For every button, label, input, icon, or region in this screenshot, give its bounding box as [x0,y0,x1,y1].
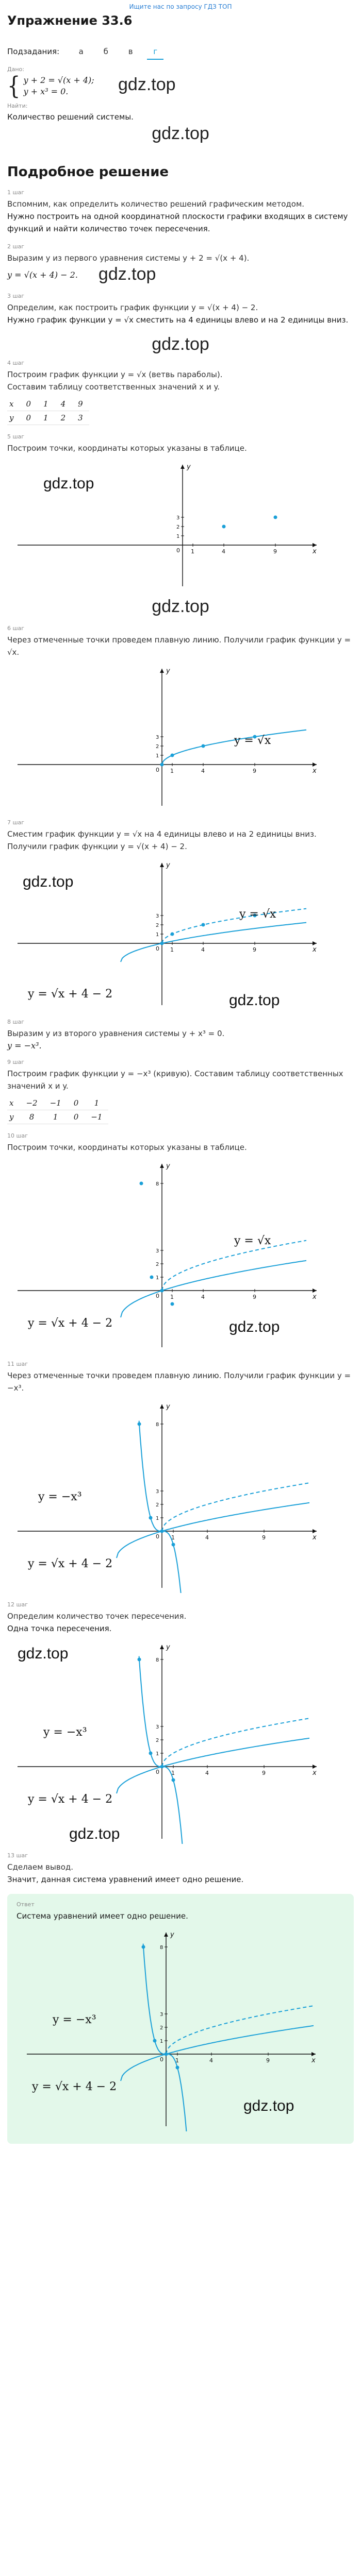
y-tick-label: 3 [176,515,180,521]
table-cell: 0 [20,411,37,425]
step-label: 12 шаг [7,1601,28,1608]
sqrt-curve [162,909,306,943]
watermark: gdz.top [243,2097,294,2114]
x-axis-arrow [313,1289,317,1293]
x-tick-label: 1 [171,1534,175,1541]
values-table [7,1096,108,1124]
curve-label: y = √x + 4 − 2 [28,988,113,1001]
watermark: gdz.top [229,1318,280,1335]
x-tick-label: 4 [201,768,205,774]
step-label: 13 шаг [7,1852,28,1859]
step-text: Сделаем вывод. [7,1862,74,1872]
curve-label: y = √x + 4 − 2 [28,1317,113,1330]
shifted-sqrt-curve [117,1738,309,1793]
y-tick-label: 8 [156,1181,159,1187]
watermark: gdz.top [152,124,209,143]
data-point [172,1778,175,1782]
y-tick-label: 1 [156,1516,159,1521]
table-cell: 0 [68,1096,85,1110]
origin-label: 0 [160,2056,163,2063]
data-point [138,1658,141,1662]
equation-system [7,72,354,100]
formula: y = −x³. [7,1041,42,1050]
x-tick-label: 9 [262,1770,266,1776]
table-cell: y [7,1110,20,1124]
x-tick-label: 9 [273,548,277,555]
step-label: 7 шаг [7,819,25,826]
x-tick-label: 9 [253,1294,256,1300]
step-label: 9 шаг [7,1059,25,1065]
step-9 [7,1059,354,1124]
data-point [160,1765,164,1769]
table-cell: −2 [20,1096,43,1110]
x-tick-label: 4 [201,1294,205,1300]
equation-2: y + x³ = 0. [23,87,69,96]
step-3 [7,293,354,326]
table-cell: 9 [72,397,89,411]
curve-label: y = √x + 4 − 2 [32,2080,117,2093]
y-tick-label: 8 [160,1945,163,1951]
table-cell: x [7,397,20,411]
x-tick-label: 1 [171,1770,175,1776]
x-tick-label: 1 [175,2057,179,2064]
x-axis-arrow [313,762,317,767]
find-text: Количество решений системы. [7,112,134,122]
sqrt-curve [162,1241,306,1291]
x-axis-label: x [313,946,317,954]
given-label: Дано: [7,66,24,73]
step-text: Через отмеченные точки проведем плавную линию. Получили график функции y = √x. [7,635,351,657]
step-text: Сместим график функции y = √x на 4 единицы влево и на 2 единицы вниз. [7,829,317,839]
data-point [153,2039,157,2043]
y-tick-label: 1 [176,534,180,539]
curve-label: y = −x³ [38,1490,82,1503]
y-axis-arrow [160,1404,164,1409]
x-tick-label: 9 [266,2057,270,2064]
formula: y = √(x + 4) − 2. [7,270,78,280]
table-cell: 1 [85,1096,108,1110]
task-given [7,66,354,144]
y-axis-arrow [160,863,164,867]
data-point [202,744,205,748]
x-tick-label: 9 [253,768,256,774]
shifted-sqrt-curve [121,1261,306,1317]
y-tick-label: 3 [160,2012,163,2018]
tab-v[interactable]: в [128,47,133,56]
curve-label: y = √x [234,734,271,747]
y-tick-label: 1 [156,1751,159,1757]
y-axis-label: y [166,1643,170,1651]
data-point [165,2053,168,2056]
solution-title: Подробное решение [7,164,169,180]
table-cell: 1 [37,397,55,411]
page-title: Упражнение 33.6 [7,13,133,28]
sqrt-curve [166,2006,314,2054]
curve-label: y = √x + 4 − 2 [28,1557,113,1570]
cubic-curve [139,1421,184,1593]
y-axis-label: y [166,667,170,675]
step-10 [7,1132,354,1352]
table-cell: y [7,411,20,425]
tab-g[interactable]: г [143,45,168,58]
y-tick-label: 3 [156,1489,159,1495]
step-label: 2 шаг [7,243,25,250]
graph-answer [17,1925,326,2131]
watermark: gdz.top [118,75,176,94]
x-tick-label: 1 [191,548,194,555]
table-cell: 8 [20,1110,43,1124]
table-cell: −1 [44,1096,68,1110]
curve-label: y = √x [234,1234,271,1247]
step-text: Через отмеченные точки проведем плавную линию. Получили график функции y = −x³. [7,1371,351,1393]
x-tick-label: 1 [170,1294,174,1300]
y-axis-arrow [160,1164,164,1168]
table-cell: x [7,1096,20,1110]
y-tick-label: 2 [160,2025,163,2031]
cubic-curve [143,1944,188,2131]
system-brace: { [7,72,21,100]
y-tick-label: 3 [156,735,159,740]
y-tick-label: 8 [156,1422,159,1428]
answer-box [7,1894,354,2144]
x-axis-label: x [313,1293,317,1301]
y-tick-label: 3 [156,1248,159,1254]
origin-label: 0 [156,767,159,773]
step-text: Нужно построить на одной координатной плоскости графики входящих в систему функций и найти количество точек пересечения. [7,212,348,233]
step-label: 6 шаг [7,625,25,632]
data-point [176,2066,179,2070]
y-tick-label: 2 [176,524,180,530]
y-axis-arrow [180,465,185,469]
watermark: gdz.top [152,334,209,354]
step-5 [7,433,354,617]
graph-cubic [7,1397,327,1593]
data-point [171,933,174,936]
step-12 [7,1601,354,1844]
step-text: Построим точки, координаты которых указаны в таблице. [7,1143,247,1152]
step-text: Выразим y из второго уравнения системы y + x³ = 0. [7,1029,225,1038]
shifted-sqrt-curve [121,923,306,962]
step-label: 8 шаг [7,1019,25,1025]
step-label: 5 шаг [7,433,25,440]
step-11 [7,1361,354,1593]
table-cell: 2 [55,411,72,425]
y-axis-arrow [164,1933,168,1937]
table-cell: 4 [55,397,72,411]
x-axis-arrow [313,543,317,547]
data-point [202,923,205,927]
graph-shifted [7,856,327,1010]
y-axis-label: y [170,1931,174,1939]
origin-label: 0 [156,1293,159,1299]
data-point [160,763,164,767]
graph-intersection [7,1638,327,1844]
watermark: gdz.top [69,1825,120,1842]
y-axis-arrow [160,1645,164,1649]
x-axis-label: x [313,548,317,555]
subtask-tabs [7,44,354,59]
data-point [222,525,226,529]
data-point [171,1302,174,1306]
x-axis-arrow [313,941,317,945]
x-axis-label: x [313,767,317,775]
cubic-curve [139,1656,184,1844]
x-axis-label: x [311,2057,316,2064]
x-tick-label: 1 [170,768,174,774]
shifted-sqrt-curve [117,1503,309,1558]
y-axis-label: y [166,861,170,869]
graph-points-cubic [7,1157,327,1352]
y-tick-label: 2 [156,923,159,928]
graph-points-sqrt [7,457,327,591]
x-tick-label: 9 [262,1534,266,1541]
step-text: Нужно график функции y = √x сместить на 4 единицы влево и на 2 единицы вниз. [7,315,349,325]
curve-label: y = √x + 4 − 2 [28,1793,113,1806]
watermark: gdz.top [23,873,74,890]
y-tick-label: 2 [156,1262,159,1267]
step-7 [7,819,354,1010]
equation-1: y + 2 = √(x + 4); [23,75,94,85]
step-13 [7,1852,354,1886]
step-text: Составим таблицу соответственных значений x и y. [7,382,220,392]
curve-label: y = −x³ [43,1726,87,1739]
y-axis-label: y [166,1403,170,1411]
y-tick-label: 1 [156,1275,159,1281]
data-point [172,1543,175,1547]
watermark: gdz.top [229,992,280,1009]
values-table [7,397,89,425]
find-label: Найти: [7,103,28,109]
y-tick-label: 2 [156,744,159,750]
step-text: Определим количество точек пересечения. [7,1612,187,1621]
y-tick-label: 3 [156,913,159,919]
data-point [140,1182,143,1185]
x-tick-label: 9 [253,946,256,953]
search-hint-link[interactable]: Ищите нас по запросу ГДЗ ТОП [129,3,232,10]
tab-a[interactable]: а [78,47,84,56]
data-point [138,1422,141,1426]
x-tick-label: 4 [205,1534,209,1541]
table-cell: 0 [68,1110,85,1124]
origin-label: 0 [156,1533,159,1540]
y-axis-label: y [187,463,191,471]
data-point [149,1752,153,1755]
step-label: 11 шаг [7,1361,28,1367]
curve-label: y = −x³ [53,2013,96,2026]
y-axis-arrow [160,669,164,673]
table-cell: −1 [85,1110,108,1124]
step-text: Выразим y из первого уравнения системы y + 2 = √(x + 4). [7,253,250,263]
step-text: Вспомним, как определить количество решений графическим методом. [7,199,305,209]
y-tick-label: 3 [156,1724,159,1730]
step-text: Определим, как построить график функции y = √(x + 4) − 2. [7,303,258,312]
step-2 [7,243,354,284]
y-axis-label: y [166,1162,170,1170]
step-label: 10 шаг [7,1132,28,1139]
table-cell: 1 [44,1110,68,1124]
y-tick-label: 2 [156,1502,159,1508]
table-cell: 0 [20,397,37,411]
watermark: gdz.top [18,1645,69,1662]
data-point [160,1530,164,1533]
sqrt-curve [162,1718,309,1767]
y-tick-label: 2 [156,1738,159,1743]
origin-label: 0 [156,945,159,952]
step-1 [7,189,354,235]
watermark: gdz.top [152,597,209,616]
shifted-sqrt-curve [121,2026,314,2081]
x-tick-label: 4 [209,2057,213,2064]
data-point [142,1945,145,1949]
step-4 [7,360,354,425]
step-text: Значит, данная система уравнений имеет одно решение. [7,1875,244,1884]
tabs-label: Подзадания: [7,47,60,56]
x-axis-arrow [311,2052,316,2056]
y-tick-label: 8 [156,1657,159,1663]
step-text: Получили график функции y = √(x + 4) − 2. [7,842,187,851]
y-tick-label: 1 [156,753,159,759]
x-axis-label: x [313,1534,317,1541]
tab-b[interactable]: б [103,47,108,56]
watermark: gdz.top [98,264,156,284]
data-point [150,1276,154,1279]
step-label: 4 шаг [7,360,25,366]
x-tick-label: 1 [170,946,174,953]
step-label: 1 шаг [7,189,25,196]
data-point [160,942,164,945]
x-tick-label: 4 [201,946,205,953]
step-text: Одна точка пересечения. [7,1624,112,1633]
x-axis-label: x [313,1769,317,1777]
y-tick-label: 1 [156,932,159,938]
sqrt-curve [162,1483,309,1531]
curve-label: y = √x [239,908,276,921]
answer-text: Система уравнений имеет одно решение. [17,1911,188,1921]
answer-label: Ответ [17,1901,35,1908]
watermark: gdz.top [43,475,94,492]
step-text: Построим график функции y = √x (ветвь параболы). [7,370,223,379]
step-text: Построим точки, координаты которых указаны в таблице. [7,444,247,453]
data-point [274,516,277,519]
table-cell: 1 [37,411,55,425]
x-tick-label: 4 [205,1770,209,1776]
x-axis-arrow [313,1765,317,1769]
data-point [160,1289,164,1293]
y-tick-label: 1 [160,2039,163,2044]
data-point [171,754,174,757]
table-cell: 3 [72,411,89,425]
step-6 [7,625,354,811]
origin-label: 0 [176,547,180,554]
step-8 [7,1019,354,1050]
graph-sqrt [7,662,327,811]
x-tick-label: 4 [222,548,225,555]
data-point [149,1516,153,1520]
step-text: Построим график функции y = −x³ (кривую). Составим таблицу соответственных значений x и y. [7,1069,343,1091]
x-axis-arrow [313,1529,317,1533]
step-label: 3 шаг [7,293,25,299]
origin-label: 0 [156,1769,159,1775]
